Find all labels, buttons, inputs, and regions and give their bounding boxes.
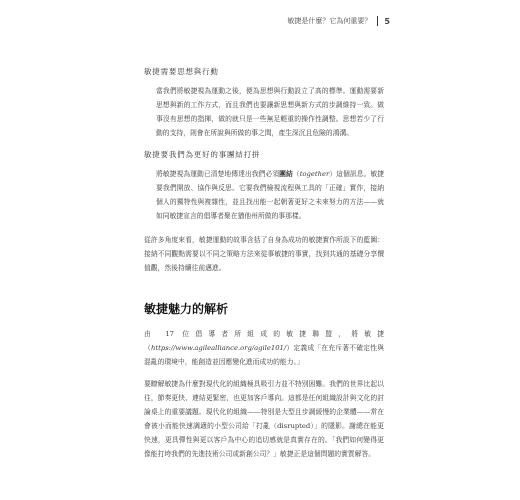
emphasis-together-en: together <box>299 170 330 178</box>
section-thought-action <box>144 84 384 140</box>
paragraph-together: 將敏捷視為運動已清楚地傳達出我們必須團結（together）這個訊息。敏捷要我們開放、協作與反思。它要我們檢視流程與工具的「正確」實作，接納個人的獨特性與複雜性，並且找出能一起朝著更好之未來努力的方法——就如同敏捷宣言的倡導者聚在猶他州所做的事那樣。 <box>156 170 385 220</box>
section-title: 敏捷魅力的解析 <box>144 302 229 316</box>
paragraph-appeal: 要瞭解敏捷為什麼對現代化的組織極具吸引力並不特別困難。我們的世界比起以往，節奏更快、連結更緊密，也更加客戶導向。這都是任何組織設計與文化的討論桌上的重要議題。現代化的組織——特別是大型且步調緩慢的企業體——常在會被小而能快速調適的小型公司給「打亂（disrupted）」的隱影。謝總在能更快速，更具彈性與更以客戶為中心的追切感就是真實存在的。「我們如何變得更像能打垮我們的先進技術公司或新創公司？」敏捷正是這個問題的實質解答。 <box>144 380 384 458</box>
paragraph-definition: 由 17 位倡導者所組成的敏捷聯盟，將敏捷（https://www.agilealliance.org/agile101/）定義成「在充斥著不確定性與混亂的環境中，能創造並因應變化進而成功的能力。」 <box>144 330 385 366</box>
subheading-together: 敏捷要我們為更好的事團結打拼 <box>144 150 261 159</box>
emphasis-together: 團結 <box>279 170 293 178</box>
paragraph-bridge: 從許多角度來看，敏捷運動的故事含括了自身為成功的敏捷實作所設下的藍圖：接納不同觀點需要以不同之策略方法來從事敏捷的事實，找到共通的基礎分享價值觀，然後持續往前邁進。 <box>144 236 384 272</box>
agile-alliance-url: https://www.agilealliance.org/agile101/ <box>151 344 287 352</box>
header-divider <box>377 16 378 26</box>
running-header <box>287 16 390 26</box>
section-together <box>144 167 384 223</box>
chapter-title: 敏捷是什麼？它為何重要？ <box>287 17 372 25</box>
paragraph-thought-action: 當我們將敏捷視為運動之後，便為思想與行動設立了高的標準。運動需要新思想與新的工作方式，而且我們也要讓新思想與新方式的步調維持一致。做事沒有思想的指揮，做的就只是一些無足輕重的操作性調整。思想若少了行動的支持，則會在所說與所做的事之間，產生深沉且危險的鴻溝。 <box>156 87 384 137</box>
page-body <box>144 66 384 461</box>
subheading-thought-action: 敏捷需要思想與行動 <box>144 67 219 76</box>
page-number: 5 <box>384 16 390 26</box>
